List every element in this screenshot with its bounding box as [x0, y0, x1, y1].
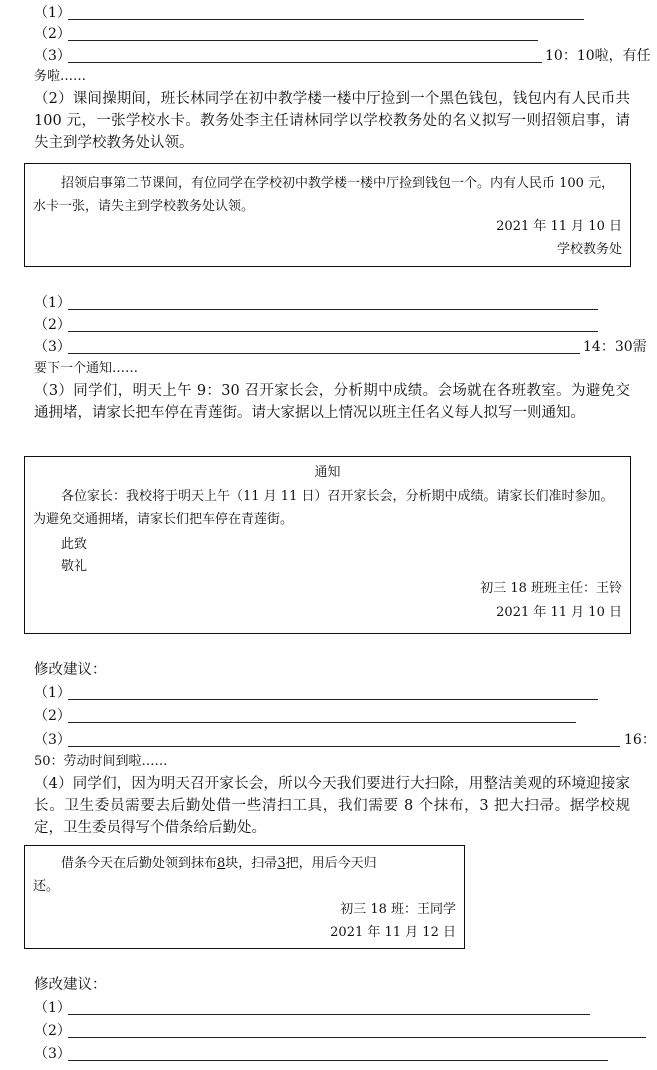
notice-closing-2: 敬礼: [61, 559, 88, 574]
time-transition: 14：30需: [583, 339, 647, 355]
question-4-prompt: （4）同学们，因为明天召开家长会，所以今天我们要进行大扫除，用整洁美观的环境迎接家长。卫生委员需要去后勤处借一些清扫工具，我们需要 8 个抹布，3 把大扫帚。据学校规定，卫生委员得写个借条给后勤处。: [34, 776, 630, 836]
notice-date: 2021 年 11 月 10 日: [496, 605, 622, 620]
lost-found-notice-body: 招领启事第二节课间，有位同学在学校初中教学楼一楼中厅捡到钱包一个。内有人民币 100 元，水卡一张，请失主到学校教务处认领。: [33, 176, 615, 214]
answer-number: （2）: [34, 708, 71, 724]
answer-number: （1）: [34, 685, 71, 701]
notice-signer: 初三 18 班班主任：王铃: [480, 581, 622, 596]
time-transition-continued: 务啦……: [34, 69, 87, 84]
blank-line: [68, 1014, 590, 1015]
broom-count: 3: [277, 856, 286, 871]
answer-number: （3）: [34, 48, 71, 64]
answer-number: （2）: [34, 26, 71, 42]
blank-line: [68, 746, 620, 747]
blank-line: [68, 699, 598, 700]
answer-number: （2）: [34, 317, 71, 333]
blank-line: [68, 353, 580, 354]
notice-closing-1: 此致: [61, 537, 88, 552]
blank-line: [68, 722, 576, 723]
answer-number: （3）: [34, 1046, 71, 1062]
cloth-count: 8: [217, 856, 226, 871]
lost-found-notice-signer: 学校教务处: [556, 242, 622, 257]
time-transition-continued: 要下一个通知……: [34, 361, 139, 376]
borrow-note-box: [24, 845, 465, 949]
blank-line: [68, 309, 598, 310]
time-transition: 16：: [624, 732, 656, 748]
answer-number: （1）: [34, 295, 71, 311]
borrow-note-text-a: 借条今天在后勤处领到抹布: [61, 856, 218, 871]
time-transition-continued: 50：劳动时间到啦……: [34, 754, 168, 769]
answer-number: （3）: [34, 339, 71, 355]
lost-found-notice-box: [24, 163, 631, 267]
question-2-prompt: （2）课间操期间，班长林同学在初中教学楼一楼中厅捡到一个黑色钱包，钱包内有人民币共 100 元，一张学校水卡。教务处李主任请林同学以学校教务处的名义拟写一则招领启事，请失主到学校教务处认领。: [34, 91, 630, 151]
time-transition: 10：10啦，有任: [545, 48, 651, 64]
borrow-note-text-b: 块，扫帚: [225, 856, 278, 871]
suggestion-label: 修改建议：: [34, 662, 107, 678]
answer-number: （3）: [34, 732, 71, 748]
blank-line: [68, 62, 542, 63]
suggestion-label: 修改建议：: [34, 977, 107, 993]
answer-number: （1）: [34, 5, 71, 21]
borrow-note-text-d: 还。: [33, 879, 60, 894]
blank-line: [68, 331, 598, 332]
parent-meeting-notice-box: [24, 456, 631, 634]
borrow-note-signer: 初三 18 班：王同学: [340, 902, 456, 917]
notice-title: 通知: [314, 465, 341, 480]
blank-line: [68, 19, 584, 20]
lost-found-notice-date: 2021 年 11 月 10 日: [496, 219, 622, 234]
answer-number: （2）: [34, 1023, 71, 1039]
notice-body: 各位家长：我校将于明天上午（11 月 11 日）召开家长会，分析期中成绩。请家长们准时参加。为避免交通拥堵，请家长们把车停在青莲街。: [33, 489, 614, 527]
borrow-note-text-c: 把，用后今天归: [285, 856, 377, 871]
answer-number: （1）: [34, 1000, 71, 1016]
blank-line: [68, 40, 538, 41]
question-3-prompt: （3）同学们，明天上午 9：30 召开家长会，分析期中成绩。会场就在各班教室。为避免交通拥堵，请家长把车停在青莲街。请大家据以上情况以班主任名义每人拟写一则通知。: [34, 383, 630, 421]
blank-line: [68, 1060, 608, 1061]
borrow-note-date: 2021 年 11 月 12 日: [330, 925, 456, 940]
blank-line: [68, 1037, 646, 1038]
borrow-note-body: [61, 854, 377, 874]
